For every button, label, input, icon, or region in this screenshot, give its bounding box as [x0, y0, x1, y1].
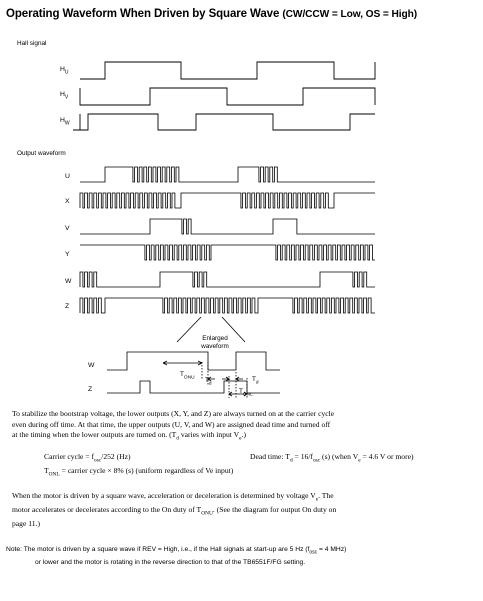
output-label-u: U	[65, 173, 70, 180]
hall-label-hv: $H_V$	[60, 91, 69, 101]
output-label-y: Y	[65, 251, 70, 258]
output-label-v: V	[65, 225, 70, 232]
hall-signal-label: Hall signal	[17, 40, 47, 47]
t-onu-label: $T_{ONU}$	[180, 371, 195, 381]
hall-label-hu: $H_U$	[60, 66, 69, 76]
t-onu-dimension	[163, 361, 202, 365]
enlarged-waveform-w	[107, 352, 280, 370]
td-label-right: $T_d$	[252, 376, 259, 386]
enlarged-label-w: W	[88, 362, 95, 369]
output-waveform-u	[80, 167, 375, 182]
t-onl-dimension	[229, 392, 247, 396]
output-waveform-x	[80, 193, 375, 208]
bootstrap-paragraph: To stabilize the bootstrap voltage, the lower outputs (X, Y, and Z) are always turned on at the carrier cycle even during off time. At that time, the upper outputs (U, V, and W) are assigned dead time and turned off at the timing when the lower outputs are turned on. ($T_d$ varies with input $V_e$.)	[12, 409, 335, 442]
title-main: Operating Waveform When Driven by Square Wave	[6, 8, 280, 20]
enlarged-label-z: Z	[88, 386, 93, 393]
output-label-z: Z	[65, 303, 70, 310]
enlarged-funnel-left	[177, 317, 201, 342]
dead-time-equation: Dead time: $T_d = 16/f_{osc}$ (s) (when $V_e = 4.6$ V or more)	[250, 452, 414, 464]
note-text: Note: The motor is driven by a square wave if REV = High, i.e., if the Hall signals at start-up are 5 Hz ($f_{osc} = 4$ MHz) or lower and the motor is rotating in the reverse direction to that of the TB6551F/FG setting.	[6, 546, 347, 566]
square-wave-paragraph: When the motor is driven by a square wave, acceleration or deceleration is determined by voltage $V_e$. The motor accelerates or decelerates according to the On duty of $T_{ONU}$. (See the diagram for output On duty on page 11.)	[12, 491, 337, 529]
output-waveform-v	[80, 219, 375, 234]
enlarged-funnel-right	[222, 317, 245, 342]
hall-waveform-hv	[80, 88, 375, 105]
hall-waveform-hu	[80, 62, 375, 79]
enlarged-waveform-z	[107, 381, 280, 393]
td-dimension-right-arrows	[222, 377, 243, 381]
carrier-cycle-equation: Carrier cycle = $f_{osc}/252$ (Hz)	[44, 452, 131, 464]
hall-label-hw: $H_W$	[60, 117, 70, 127]
output-waveform-y	[80, 245, 375, 260]
output-label-x: X	[65, 198, 70, 205]
td-dimension-left-arrows	[208, 377, 215, 381]
t-onl-label: $T_{ONL}$	[239, 388, 253, 398]
hall-waveform-hw	[73, 114, 375, 130]
output-label-w: W	[65, 278, 72, 285]
tonl-equation: $T_{ONL}$ = carrier cycle × 8% (s) (uniform regardless of Ve input)	[44, 466, 234, 478]
output-waveform-z	[80, 298, 375, 313]
title-condition: (CW/CCW = Low, OS = High)	[282, 9, 418, 20]
enlarged-waveform-label: Enlarged waveform	[201, 335, 229, 350]
td-dimension-left	[202, 362, 208, 386]
output-waveform-w	[80, 272, 375, 287]
td-label-left: $T_d$	[205, 377, 212, 387]
output-waveform-label: Output waveform	[17, 150, 66, 157]
